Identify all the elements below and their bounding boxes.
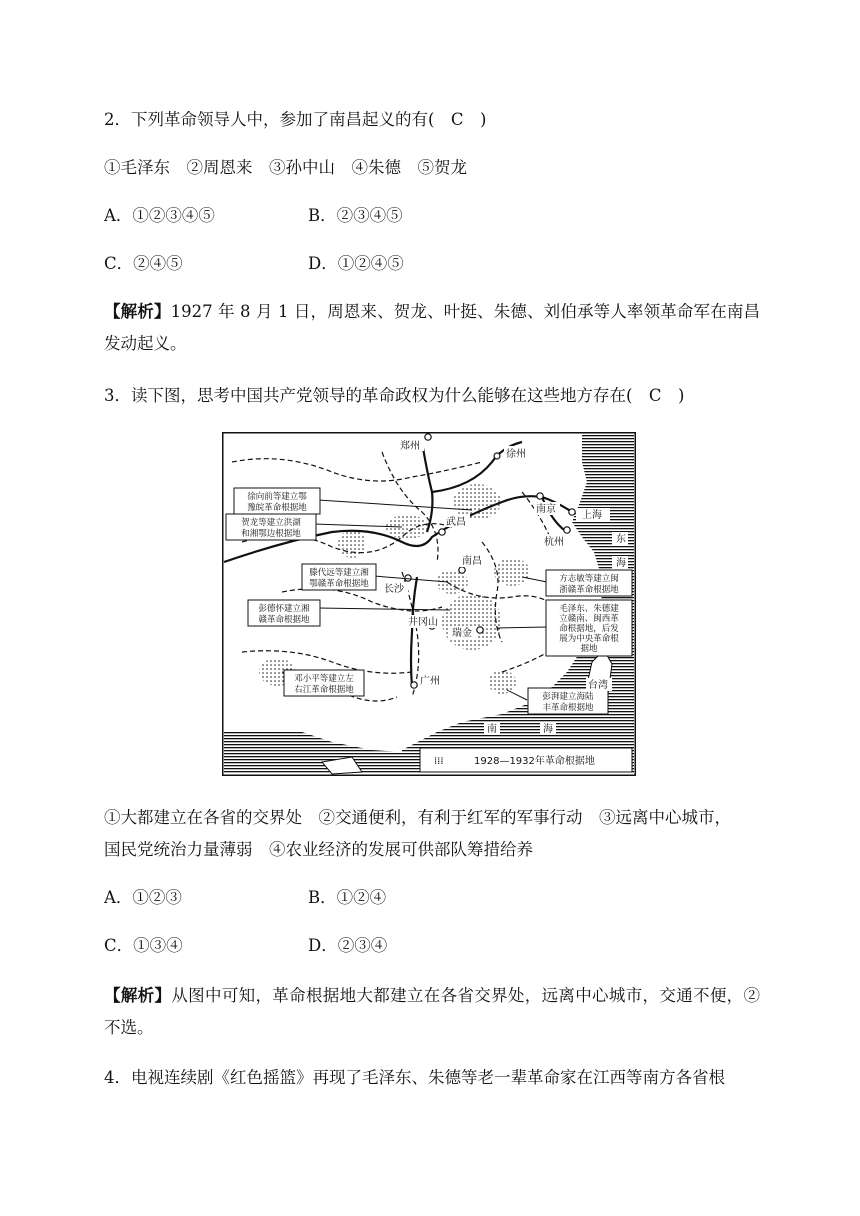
box-central-line1: 毛泽东、朱德建 [559, 604, 619, 614]
box-minzhegan-line2: 浙赣革命根据地 [559, 585, 619, 595]
city-nanjing: 南京 [536, 504, 556, 515]
analysis-text: 从图中可知，革命根据地大都建立在各省交界处，远离中心城市，交通不便，②不选。 [104, 986, 761, 1037]
q2-option-c: C．②④⑤ [104, 254, 183, 273]
q3-stem: 3．读下图，思考中国共产党领导的革命政权为什么能够在这些地方存在( C ) [104, 386, 685, 405]
city-wuchang: 武昌 [446, 517, 466, 528]
sea-east-1: 东 [616, 534, 626, 545]
q3-option-a: A．①②③ [104, 888, 182, 907]
q3-analysis [104, 980, 760, 1044]
q3-items-line1: ①大都建立在各省的交界处 ②交通便利，有利于红军的军事行动 ③远离中心城市， [104, 808, 731, 827]
box-central-line4: 展为中央革命根 [559, 634, 619, 644]
box-minzhegan-line1: 方志敏等建立闽 [559, 574, 619, 584]
city-changsha: 长沙 [384, 584, 404, 595]
box-zuoyoujiang-line2: 右江革命根据地 [294, 685, 354, 695]
city-nanchang: 南昌 [462, 556, 482, 567]
island-taiwan: 台湾 [588, 680, 608, 691]
city-xuzhou: 徐州 [506, 449, 526, 460]
box-eyuwan-line1: 徐向前等建立鄂 [247, 492, 307, 502]
q3-items-line2: 国民党统治力量薄弱 ④农业经济的发展可供部队筹措给养 [104, 840, 533, 859]
revolution-base-map [222, 432, 636, 776]
q2-option-a: A．①②③④⑤ [104, 206, 215, 225]
analysis-tag: 【解析】 [104, 986, 172, 1005]
q3-option-b: B．①②④ [308, 888, 387, 907]
city-hangzhou: 杭州 [544, 537, 564, 548]
box-xiangegan-line2: 鄂赣革命根据地 [309, 579, 369, 589]
box-xianggan-line2: 赣革命根据地 [258, 615, 310, 625]
box-hailufeng-line2: 丰革命根据地 [542, 703, 594, 713]
box-central-line2: 立赣南、闽西革 [559, 614, 619, 624]
sea-east-2: 海 [616, 558, 626, 569]
q2-analysis [104, 296, 760, 360]
box-xiangegan-line1: 滕代远等建立湘 [309, 568, 369, 578]
box-honghu-line2: 和湘鄂边根据地 [241, 529, 301, 539]
legend-label: 1928—1932年革命根据地 [474, 756, 595, 767]
city-guangzhou: 广州 [420, 676, 440, 687]
q2-stem: 2．下列革命领导人中，参加了南昌起义的有( C ) [104, 110, 487, 129]
analysis-tag: 【解析】 [104, 302, 171, 321]
q2-option-b: B．②③④⑤ [308, 206, 403, 225]
box-eyuwan-line2: 豫皖革命根据地 [247, 503, 307, 513]
q3-option-c: C．①③④ [104, 936, 183, 955]
q2-items: ①毛泽东 ②周恩来 ③孙中山 ④朱德 ⑤贺龙 [104, 158, 467, 177]
box-hailufeng-line1: 彭湃建立海陆 [542, 692, 594, 702]
box-honghu-line1: 贺龙等建立洪湖 [241, 518, 301, 528]
sea-south-1: 南 [487, 724, 497, 735]
box-zuoyoujiang-line1: 邓小平等建立左 [294, 674, 354, 684]
city-jinggangshan: 井冈山 [408, 617, 438, 628]
box-central-line3: 命根据地，后发 [559, 624, 619, 634]
q4-stem: 4．电视连续剧《红色摇篮》再现了毛泽东、朱德等老一辈革命家在江西等南方各省根 [104, 1068, 725, 1087]
sea-south-2: 海 [543, 724, 553, 735]
legend-symbol: ⁞⁞⁞ [434, 756, 444, 767]
q3-option-d: D．②③④ [308, 936, 388, 955]
box-central-line5: 据地 [580, 644, 598, 654]
box-xianggan-line1: 彭德怀建立湘 [258, 604, 310, 614]
city-shanghai: 上海 [582, 510, 602, 521]
q2-option-d: D．①②④⑤ [308, 254, 404, 273]
analysis-text: 1927 年 8 月 1 日，周恩来、贺龙、叶挺、朱德、刘伯承等人率领革命军在南昌发动起义。 [104, 302, 760, 353]
city-ruijin: 瑞金 [452, 628, 472, 639]
city-zhengzhou: 郑州 [400, 441, 420, 452]
